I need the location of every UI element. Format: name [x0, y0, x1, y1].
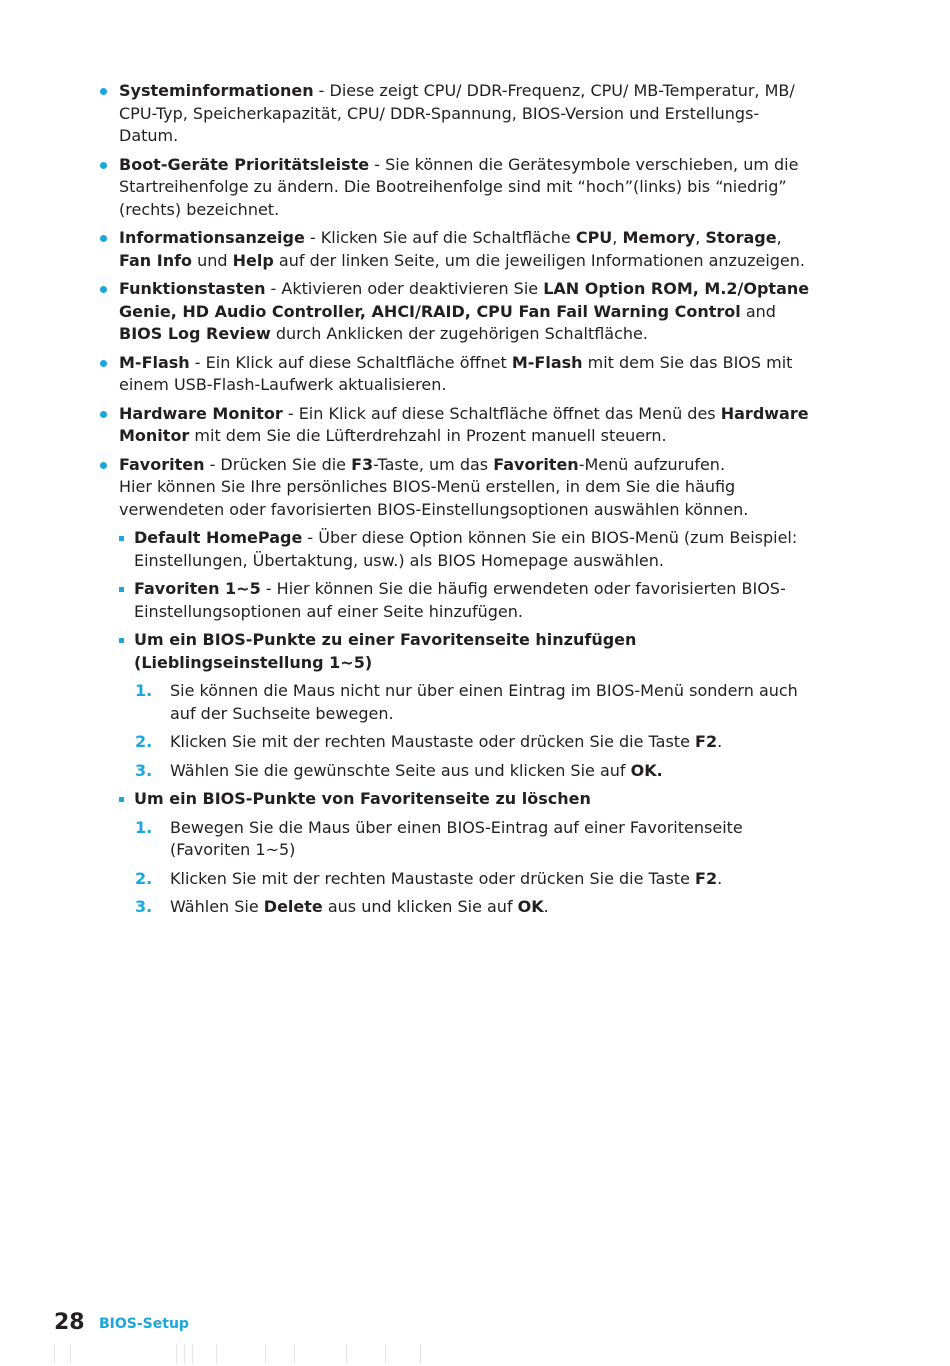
divider [54, 1344, 55, 1364]
term: Default HomePage [134, 528, 303, 547]
term: Favoriten [119, 454, 205, 474]
sub-heading-delete-favorite [98, 788, 818, 811]
step-number: 1. [135, 817, 153, 837]
step-number: 1. [135, 681, 153, 700]
text: mit dem Sie das BIOS mit einem USB-Flash-Laufwerk aktualisieren. [119, 352, 793, 394]
divider [346, 1344, 347, 1364]
term: Um ein BIOS-Punkte von Favoritenseite zu löschen [134, 789, 591, 808]
keyword: Delete [263, 897, 323, 916]
divider [176, 1344, 177, 1364]
text: . [717, 868, 723, 888]
description: - Sie können die Gerätesymbole verschieben, um die Startreihenfolge zu ändern. Die Bootreihenfolge sind mit “hoch”(links) bis “niedrig” (rechts) bezeichnet. [119, 154, 799, 219]
text: , [776, 228, 782, 247]
keyword: Storage [705, 228, 777, 247]
step-text: Sie können die Maus nicht nur über einen Eintrag im BIOS-Menü sondern auch auf der Suchseite bewegen. [170, 681, 798, 723]
keyword: Favoriten [493, 454, 579, 474]
step-text: Klicken Sie mit der rechten Maustaste oder drücken Sie die Taste [170, 732, 696, 751]
term: M-Flash [119, 352, 190, 372]
step-number: 3. [135, 897, 153, 916]
keyword: Memory [622, 228, 696, 247]
keyword: Hardware Monitor [119, 403, 809, 445]
step-del-1 [98, 817, 818, 862]
step-number: 2. [135, 868, 153, 888]
divider [184, 1344, 185, 1364]
text: . [543, 897, 549, 916]
text: aus und klicken Sie auf [322, 897, 518, 916]
sub-bullet-default-homepage [98, 527, 818, 572]
keyword: M-Flash [511, 352, 583, 372]
description: - Aktivieren oder deaktivieren Sie [265, 279, 544, 298]
keyword: OK. [630, 760, 663, 780]
step-del-2 [98, 868, 818, 891]
keyword: OK [517, 897, 544, 916]
bullet-informationsanzeige [98, 227, 818, 272]
description: - Klicken Sie auf die Schaltfläche [304, 228, 576, 247]
bullet-favoriten [98, 454, 818, 522]
text: durch Anklicken der zugehörigen Schaltfläche. [270, 324, 648, 343]
text: , [612, 228, 623, 247]
keyword: Fan Info [119, 250, 193, 270]
description: - Ein Klick auf diese Schaltfläche öffnet das Menü des [282, 403, 721, 423]
term: Systeminformationen [119, 81, 314, 100]
step-add-1 [98, 680, 818, 725]
description: - Über diese Option können Sie ein BIOS-Menü (zum Beispiel: Einstellungen, Übertaktung, usw.) als BIOS Homepage auswählen. [134, 528, 798, 570]
text: and [740, 301, 776, 321]
text: auf der linken Seite, um die jeweiligen Informationen anzuzeigen. [273, 250, 805, 270]
keyword: F2 [695, 868, 718, 888]
step-del-3 [98, 896, 818, 919]
text: und [192, 250, 233, 270]
step-add-3 [98, 760, 818, 783]
document-body [98, 80, 818, 925]
text: -Menü aufzurufen. [578, 454, 726, 474]
description: - Diese zeigt CPU/ DDR-Frequenz, CPU/ MB-Temperatur, MB/ CPU-Typ, Speicherkapazität, CPU/ DDR-Spannung, BIOS-Version und Erstellungs-Datum. [119, 81, 795, 145]
divider [265, 1344, 266, 1364]
text: . [717, 732, 723, 751]
step-add-2 [98, 731, 818, 754]
bullet-systeminformationen [98, 80, 818, 148]
divider [70, 1344, 71, 1364]
sub-bullet-favoriten-1-5 [98, 578, 818, 623]
description: - Hier können Sie die häufig erwendeten oder favorisierten BIOS-Einstellungsoptionen auf einer Seite hinzufügen. [134, 579, 786, 621]
term: Um ein BIOS-Punkte zu einer Favoritenseite hinzufügen (Lieblingseinstellung 1~5) [134, 630, 637, 672]
text: mit dem Sie die Lüfterdrehzahl in Prozent manuell steuern. [189, 426, 667, 445]
step-text: Wählen Sie [170, 897, 264, 916]
text: , [695, 228, 706, 247]
term: Informationsanzeige [119, 228, 305, 247]
paragraph: Hier können Sie Ihre persönliches BIOS-Menü erstellen, in dem Sie die häufig verwendeten oder favorisierten BIOS-Einstellungsoptionen auswählen können. [119, 477, 749, 519]
bullet-hardware-monitor [98, 403, 818, 448]
keyword: F2 [695, 732, 718, 751]
footer-decoration [54, 1344, 434, 1364]
keyword: Help [232, 250, 274, 270]
divider [420, 1344, 421, 1364]
divider [216, 1344, 217, 1364]
term: Favoriten 1~5 [134, 579, 261, 598]
section-name: BIOS-Setup [99, 1316, 189, 1332]
step-text: Bewegen Sie die Maus über einen BIOS-Eintrag auf einer Favoritenseite (Favoriten 1~5) [170, 817, 743, 859]
text: -Taste, um das [373, 454, 494, 474]
step-text: Klicken Sie mit der rechten Maustaste oder drücken Sie die Taste [170, 868, 696, 888]
divider [192, 1344, 193, 1364]
divider [385, 1344, 386, 1364]
sub-heading-add-favorite [98, 629, 818, 674]
description: - Drücken Sie die [204, 454, 352, 474]
bullet-boot-geraete [98, 154, 818, 222]
step-number: 3. [135, 760, 153, 780]
divider [294, 1344, 295, 1364]
keyword: LAN Option ROM, M.2/Optane Genie, HD Audio Controller, AHCI/RAID, CPU Fan Fail Warning Control [119, 279, 810, 321]
term: Funktionstasten [119, 279, 266, 298]
step-number: 2. [135, 732, 153, 751]
term: Hardware Monitor [119, 403, 283, 423]
description: - Ein Klick auf diese Schaltfläche öffnet [189, 352, 512, 372]
step-text: Wählen Sie die gewünschte Seite aus und klicken Sie auf [170, 760, 631, 780]
term: Boot-Geräte Prioritätsleiste [119, 154, 370, 174]
page-number: 28 [54, 1310, 85, 1335]
keyword: BIOS Log Review [119, 324, 271, 343]
keyword: F3 [351, 454, 374, 474]
bullet-m-flash [98, 352, 818, 397]
keyword: CPU [575, 228, 613, 247]
bullet-funktionstasten [98, 278, 818, 346]
